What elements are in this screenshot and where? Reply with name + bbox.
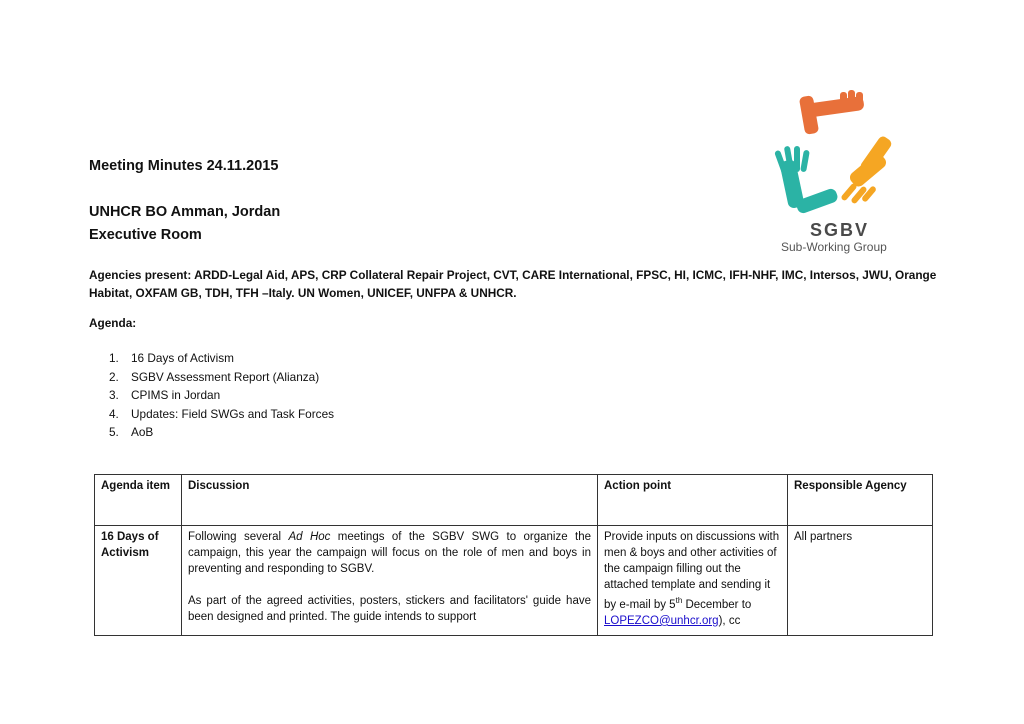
page-title: Meeting Minutes 24.11.2015	[89, 158, 279, 174]
minutes-table	[94, 474, 933, 636]
cell-action-point: Provide inputs on discussions with men & boys and other activities of the campaign filling out the attached template and sending it by e-mail by 5th December to LOPEZCO@unhcr.org), cc	[598, 526, 788, 636]
header-action-point: Action point	[598, 475, 788, 526]
header-responsible-agency: Responsible Agency	[788, 475, 933, 526]
cell-discussion	[182, 526, 598, 636]
logo-title: SGBV	[810, 220, 870, 240]
discussion-paragraph: Following several Ad Hoc meetings of the SGBV SWG to organize the campaign, this year the campaign will focus on the role of men and boys in preventing and responding to SGBV.	[188, 531, 592, 575]
agenda-item: 2. SGBV Assessment Report (Alianza)	[109, 369, 320, 384]
office-location: UNHCR BO Amman, Jordan	[89, 204, 281, 220]
discussion-paragraph: As part of the agreed activities, posters, stickers and facilitators' guide have been designed and printed. The guide intends to support	[188, 595, 591, 623]
agenda-item: 5. AoB	[109, 425, 154, 439]
agenda-item: 3. CPIMS in Jordan	[109, 388, 221, 402]
agenda-item: 4. Updates: Field SWGs and Task Forces	[109, 406, 335, 421]
agenda-label: Agenda:	[89, 316, 137, 330]
header-agenda-item: Agenda item	[95, 475, 182, 526]
meeting-room: Executive Room	[89, 227, 202, 243]
agencies-present: Agencies present: ARDD-Legal Aid, APS, CRP Collateral Repair Project, CVT, CARE International, FPSC, HI, ICMC, IFH-NHF, IMC, Intersos, JWU, Orange Habitat, OXFAM GB, TDH, TFH –Italy. UN Women, UNICEF, UNFPA & UNHCR.	[89, 268, 937, 300]
cell-agenda-item: 16 Days of Activism	[95, 526, 182, 636]
cell-responsible-agency: All partners	[788, 526, 933, 636]
agenda-list	[109, 349, 334, 442]
email-link[interactable]: LOPEZCO@unhcr.org	[604, 614, 719, 627]
table-header-row	[95, 475, 933, 526]
agenda-item: 1. 16 Days of Activism	[109, 351, 234, 365]
logo-subtitle: Sub-Working Group	[781, 240, 887, 254]
header-discussion: Discussion	[182, 475, 598, 526]
table-row	[95, 526, 933, 636]
